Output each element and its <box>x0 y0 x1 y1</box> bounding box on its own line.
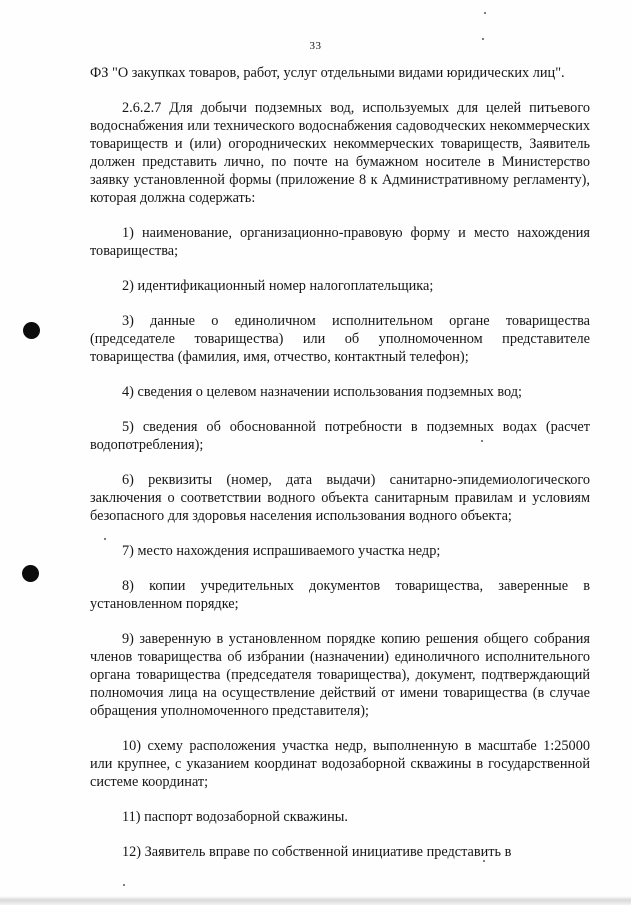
scan-speck <box>484 12 486 14</box>
page-number: 33 <box>309 40 322 52</box>
list-item-7: 7) место нахождения испрашиваемого участка недр; <box>122 543 441 559</box>
list-item-4: 4) сведения о целевом назначении использования подземных вод; <box>122 384 523 400</box>
list-item-3: 3) данные о единоличном исполнительном органе товарищества (председателе товарищества) или об уполномоченном представителе товарищества (фамилия, имя, отчество, контактный телефон); <box>90 313 590 365</box>
list-item-5: 5) сведения об обоснованной потребности в подземных водах (расчет водопотребления); <box>90 419 590 453</box>
binder-hole-mark <box>23 322 40 339</box>
document-body <box>90 64 590 861</box>
list-item-2: 2) идентификационный номер налогоплательщика; <box>122 278 434 294</box>
scan-speck <box>481 440 483 442</box>
list-item-12: 12) Заявитель вправе по собственной инициативе представить в <box>122 844 512 860</box>
list-item-6: 6) реквизиты (номер, дата выдачи) санитарно-эпидемиологического заключения о соответствии водного объекта санитарным правилам и условиям безопасного для здоровья населения использования водного объекта; <box>90 472 590 524</box>
binder-hole-mark <box>22 565 39 582</box>
scan-bottom-edge <box>0 896 631 905</box>
paragraph-clause-2-6-2-7: 2.6.2.7 Для добычи подземных вод, используемых для целей питьевого водоснабжения или технического водоснабжения садоводческих некоммерческих товариществ и (или) огороднических некоммерческих товариществ, Заявитель должен представить лично, по почте на бумажном носителе в Министерство заявку установленной формы (приложение 8 к Административному регламенту), которая должна содержать: <box>90 100 590 206</box>
list-item-11: 11) паспорт водозаборной скважины. <box>122 809 348 825</box>
list-item-9: 9) заверенную в установленном порядке копию решения общего собрания членов товарищества об избрании (назначении) единоличного исполнительного органа товарищества (председателя товарищества), документ, подтверждающий полномочия лица на осуществление действий от имени товарищества (в случае обращения уполномоченного представителя); <box>90 631 590 719</box>
list-item-1: 1) наименование, организационно-правовую форму и место нахождения товарищества; <box>90 225 590 259</box>
list-item-10: 10) схему расположения участка недр, выполненную в масштабе 1:25000 или крупнее, с указанием координат водозаборной скважины в государственной системе координат; <box>90 738 590 790</box>
scan-speck <box>123 884 125 886</box>
scan-speck <box>483 860 485 862</box>
scan-speck <box>482 38 484 40</box>
list-item-8: 8) копии учредительных документов товарищества, заверенные в установленном порядке; <box>90 578 590 612</box>
paragraph-law-reference: ФЗ "О закупках товаров, работ, услуг отдельными видами юридических лиц". <box>90 65 565 81</box>
scan-speck <box>104 538 106 540</box>
